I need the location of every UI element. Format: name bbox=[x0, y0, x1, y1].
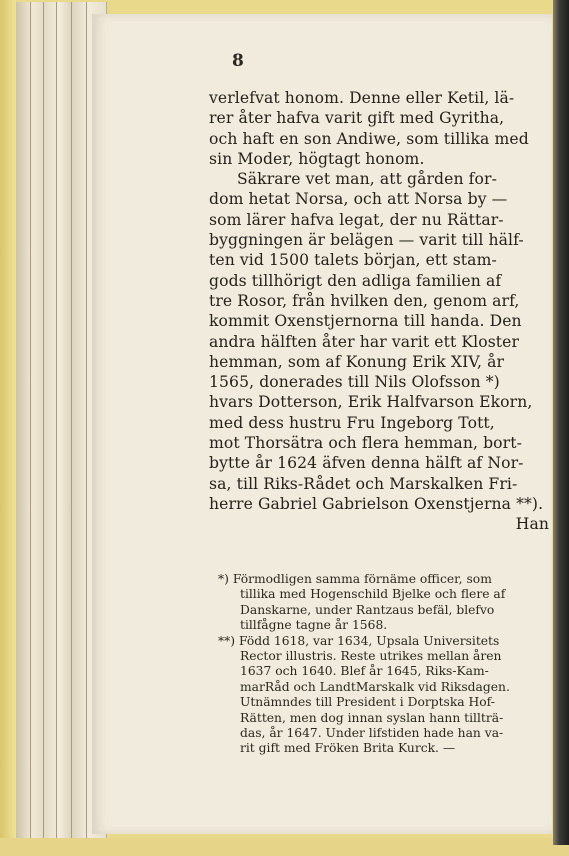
body-line: som lärer hafva legat, der nu Rättar- bbox=[209, 210, 504, 229]
footnote-line: Rätten, men dog innan syslan hann tillträ- bbox=[240, 710, 504, 725]
book-cover-bottom bbox=[0, 838, 569, 856]
body-text bbox=[209, 88, 559, 535]
footnote-line: 1637 och 1640. Blef år 1645, Riks-Kam- bbox=[240, 664, 489, 679]
footnote-line: das, år 1647. Under lifstiden hade han va- bbox=[240, 725, 504, 740]
footnote-line: *) Förmodligen samma förnäme officer, som bbox=[218, 572, 492, 586]
footnote-line: Rector illustris. Reste utrikes mellan åren bbox=[240, 648, 502, 663]
body-line: Säkrare vet man, att gården for- bbox=[237, 170, 497, 189]
body-line: rer åter hafva varit gift med Gyritha, bbox=[209, 109, 505, 128]
body-line: dom hetat Norsa, och att Norsa by — bbox=[209, 190, 508, 209]
body-line: gods tillhörigt den adliga familien af bbox=[209, 271, 502, 290]
body-line: sa, till Riks-Rådet och Marskalken Fri- bbox=[209, 474, 518, 493]
book-cover-edge bbox=[0, 0, 16, 856]
page-number: 8 bbox=[232, 51, 244, 71]
body-line: sin Moder, högtagt honom. bbox=[209, 149, 425, 168]
body-line: herre Gabriel Gabrielson Oxenstjerna **). bbox=[209, 494, 544, 513]
footnote-line: marRåd och LandtMarskalk vid Riksdagen. bbox=[240, 679, 510, 694]
body-line: verlefvat honom. Denne eller Ketil, lä- bbox=[209, 89, 515, 107]
body-line: med dess hustru Fru Ingeborg Tott, bbox=[209, 413, 495, 432]
body-line: hemman, som af Konung Erik XIV, år bbox=[209, 352, 505, 371]
footnote-line: tillika med Hogenschild Bjelke och flere af bbox=[240, 587, 506, 602]
body-line: mot Thorsätra och flera hemman, bort- bbox=[209, 434, 522, 453]
footnotes bbox=[218, 572, 558, 757]
body-line: ten vid 1500 talets början, ett stam- bbox=[209, 251, 497, 270]
footnote-line: rit gift med Fröken Brita Kurck. — bbox=[240, 741, 456, 756]
body-line: andra hälften åter har varit ett Kloster bbox=[209, 332, 520, 351]
body-line: bytte år 1624 äfven denna hälft af Nor- bbox=[209, 454, 524, 473]
body-line: kommit Oxenstjernorna till handa. Den bbox=[209, 312, 522, 331]
body-line: tre Rosor, från hvilken den, genom arf, bbox=[209, 291, 520, 310]
body-line: 1565, donerades till Nils Olofsson *) bbox=[209, 373, 500, 392]
body-line: byggningen är belägen — varit till hälf- bbox=[209, 231, 524, 250]
footnote-line: Danskarne, under Rantzaus befäl, blefvo bbox=[240, 602, 495, 617]
body-line: hvars Dotterson, Erik Halfvarson Ekorn, bbox=[209, 393, 533, 412]
body-line: och haft en son Andiwe, som tillika med bbox=[209, 129, 529, 148]
footnote-line: **) Född 1618, var 1634, Upsala Universitets bbox=[218, 633, 500, 648]
footnote-line: Utnämndes till President i Dorptska Hof- bbox=[240, 695, 495, 710]
catchword: Han bbox=[515, 515, 549, 534]
footnote-line: tillfågne tagne år 1568. bbox=[240, 618, 388, 633]
